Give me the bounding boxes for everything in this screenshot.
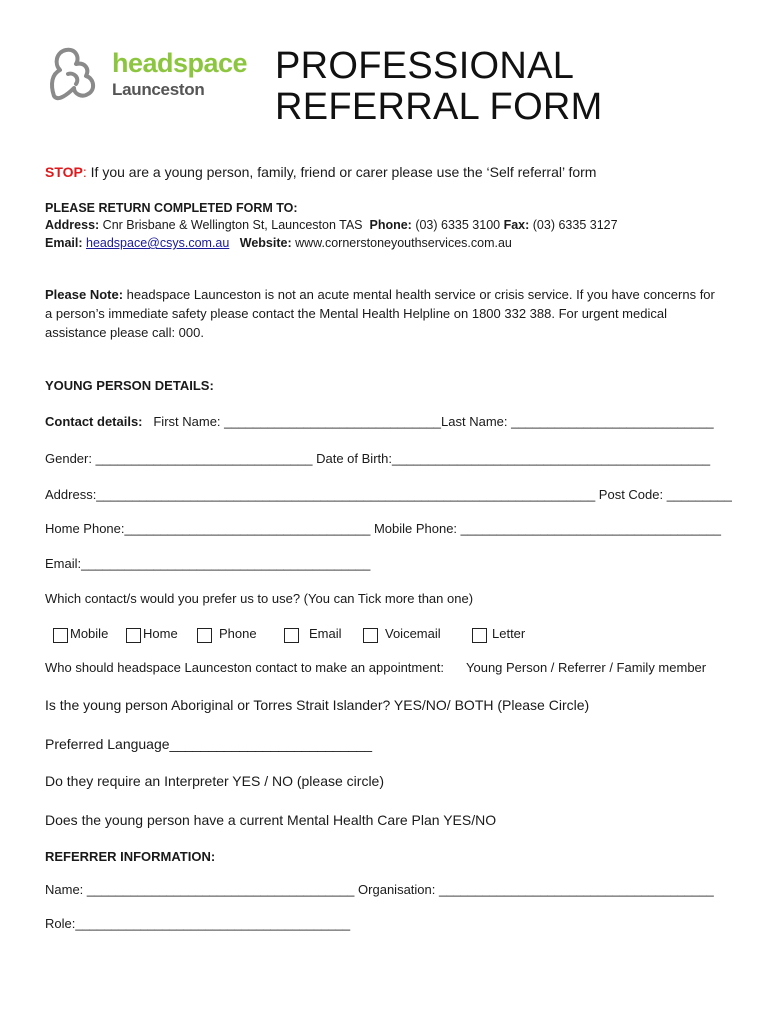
last-name-field[interactable]: Last Name: ____________________________ [441,414,714,429]
mobile-checkbox[interactable] [53,628,68,643]
email-option-label: Email [309,626,342,641]
return-heading: PLEASE RETURN COMPLETED FORM TO: [45,201,298,215]
email-label: Email: [45,236,83,250]
address-label: Address: [45,218,100,232]
referrer-line [45,882,714,897]
note-text: headspace Launceston is not an acute mental health service or crisis service. If you have concerns for a person’s immediate safety please contact the Mental Health Helpline on 1800 332 388. For urgent medical assistance please call: 000. [45,287,715,340]
home-option-label: Home [143,626,178,641]
mobile-phone-field[interactable]: Mobile Phone: ____________________________________ [373,521,721,536]
appointment-question: Who should headspace Launceston contact to make an appointment: [45,660,444,675]
form-title [275,46,603,128]
mobile-option-label: Mobile [70,626,109,641]
voicemail-checkbox[interactable] [363,628,378,643]
gender-dob-line [45,451,710,466]
logo-wordmark: headspace [112,48,248,78]
stop-notice [45,164,596,180]
phone-line [45,521,721,536]
stop-label: STOP [45,164,83,180]
note-label: Please Note: [45,287,124,302]
fax-label: Fax: [503,218,530,232]
contact-details-line [45,414,714,429]
address-value: Cnr Brisbane & Wellington St, Launceston TAS [99,218,363,232]
stop-separator: : [82,164,87,180]
preferred-language-field[interactable]: Preferred Language__________________________ [45,736,372,752]
young-person-heading: YOUNG PERSON DETAILS: [45,378,214,393]
form-title-line1: PROFESSIONAL [275,45,575,87]
postcode-field[interactable]: Post Code: _________ [598,487,732,502]
fax-value: (03) 6335 3127 [529,218,618,232]
appointment-contact-line [45,660,444,675]
return-contact-line [45,236,512,250]
email-link[interactable]: headspace@csys.com.au [86,236,230,250]
referrer-name-field[interactable]: Name: _____________________________________ [45,882,355,897]
headspace-logo-icon [46,44,106,104]
gender-field[interactable]: Gender: ______________________________ [45,451,313,466]
interpreter-question: Do they require an Interpreter YES / NO (please circle) [45,773,385,789]
organisation-field[interactable]: Organisation: ______________________________________ [358,882,714,897]
letter-option-label: Letter [492,626,526,641]
dob-field[interactable]: Date of Birth:____________________________________________ [316,451,711,466]
email-checkbox[interactable] [284,628,299,643]
phone-label: Phone: [369,218,412,232]
note-paragraph [45,285,725,342]
return-address-line [45,218,618,232]
first-name-field[interactable]: First Name: ______________________________ [153,414,442,429]
stop-text: If you are a young person, family, friend or carer please use the ‘Self referral’ form [86,164,597,180]
address-line [45,487,732,502]
aboriginal-question: Is the young person Aboriginal or Torres Strait Islander? YES/NO/ BOTH (Please Circle) [45,697,590,713]
logo-location: Launceston [112,80,205,99]
form-title-line2: REFERRAL FORM [275,86,603,128]
appointment-options: Young Person / Referrer / Family member [466,660,707,675]
headspace-logo [46,44,261,106]
letter-checkbox[interactable] [472,628,487,643]
home-phone-field[interactable]: Home Phone:__________________________________ [45,521,371,536]
care-plan-question: Does the young person have a current Mental Health Care Plan YES/NO [45,812,497,828]
phone-option-label: Phone [219,626,257,641]
website-value: www.cornerstoneyouthservices.com.au [291,236,512,250]
contact-preference-question: Which contact/s would you prefer us to use? (You can Tick more than one) [45,591,474,606]
phone-value: (03) 6335 3100 [411,218,501,232]
referrer-heading: REFERRER INFORMATION: [45,849,216,864]
address-field[interactable]: Address:_____________________________________________________________________ [45,487,596,502]
phone-checkbox[interactable] [197,628,212,643]
voicemail-option-label: Voicemail [385,626,441,641]
contact-details-label: Contact details: [45,414,143,429]
young-email-field[interactable]: Email:________________________________________ [45,556,371,571]
home-checkbox[interactable] [126,628,141,643]
role-field[interactable]: Role:______________________________________ [45,916,351,931]
website-label: Website: [239,236,292,250]
